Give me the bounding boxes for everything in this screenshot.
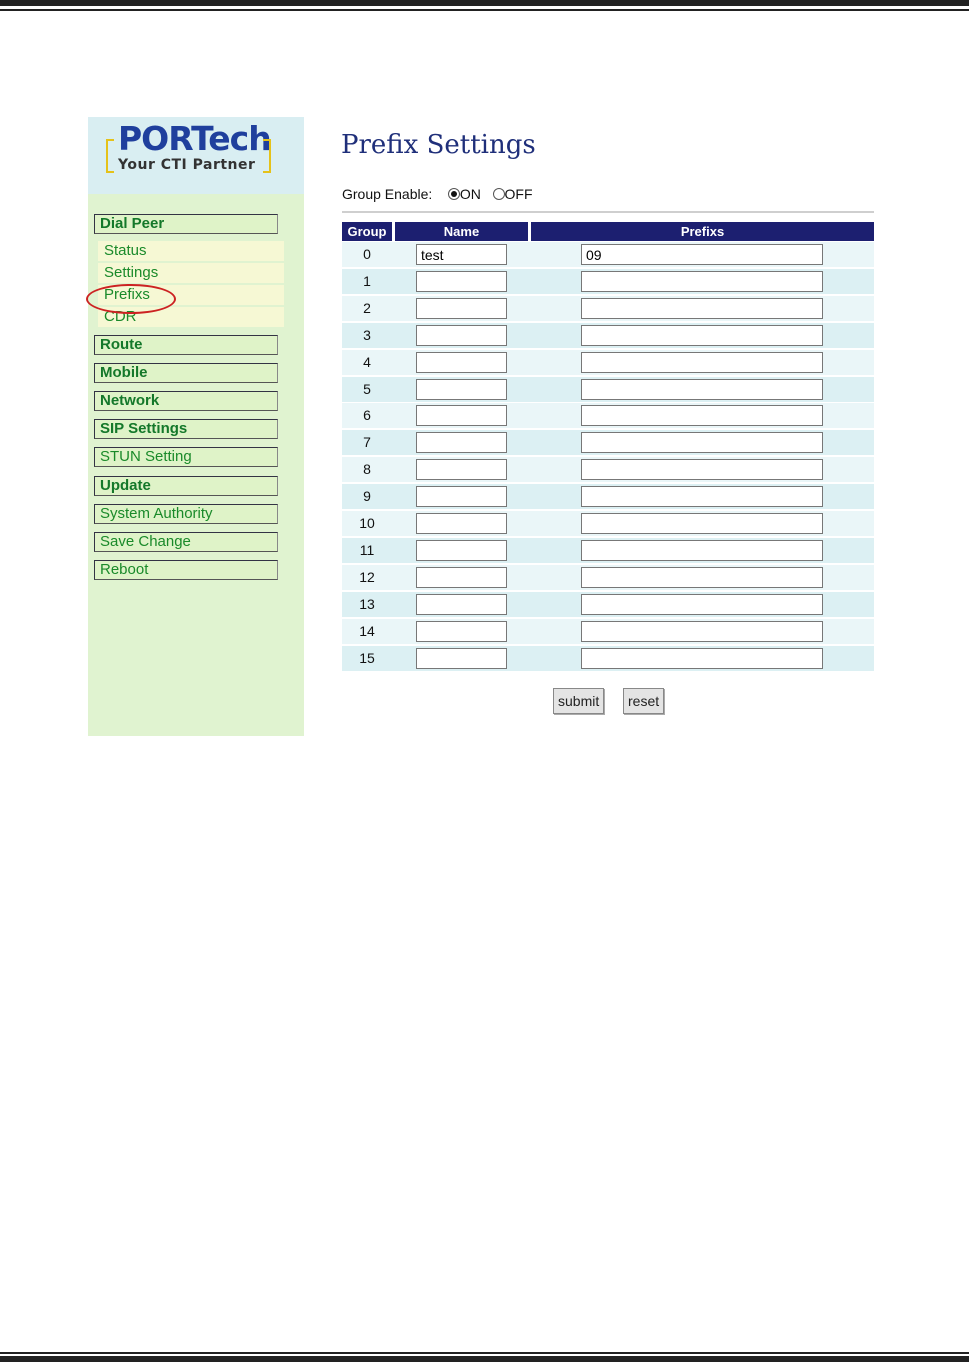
group-enable-label: Group Enable: (342, 186, 433, 202)
group-number: 11 (359, 541, 375, 558)
group-enable (342, 186, 533, 202)
bottom-rule-thin (0, 1352, 969, 1354)
table-row (342, 646, 874, 671)
radio-on[interactable] (448, 188, 460, 200)
name-input[interactable] (416, 271, 507, 292)
menu-save-change[interactable]: Save Change (94, 532, 278, 552)
prefix-input[interactable] (581, 540, 823, 561)
header-group: Group (342, 222, 392, 241)
name-input[interactable] (416, 513, 507, 534)
name-input[interactable] (416, 648, 507, 669)
name-input[interactable] (416, 594, 507, 615)
page-title: Prefix Settings (341, 130, 536, 160)
prefix-input[interactable] (581, 352, 823, 373)
name-input[interactable] (416, 325, 507, 346)
name-input[interactable] (416, 540, 507, 561)
header-prefixs: Prefixs (531, 222, 874, 241)
radio-off[interactable] (493, 188, 505, 200)
menu-reboot[interactable]: Reboot (94, 560, 278, 580)
radio-on-label: ON (459, 186, 481, 202)
menu-dial-peer[interactable]: Dial Peer (94, 214, 278, 234)
logo-brand: PORTech (118, 119, 271, 158)
group-number: 1 (363, 272, 371, 289)
menu-mobile[interactable]: Mobile (94, 363, 278, 383)
sub-item-status[interactable]: Status (98, 241, 284, 261)
prefix-input[interactable] (581, 594, 823, 615)
name-input[interactable] (416, 379, 507, 400)
group-number: 15 (359, 649, 375, 666)
divider (342, 211, 874, 213)
table-row (342, 538, 874, 563)
menu-stun-setting[interactable]: STUN Setting (94, 447, 278, 467)
prefix-input[interactable] (581, 513, 823, 534)
menu-route[interactable]: Route (94, 335, 278, 355)
prefix-input[interactable] (581, 405, 823, 426)
prefix-input[interactable] (581, 459, 823, 480)
bottom-rule (0, 1356, 969, 1362)
group-number: 12 (359, 568, 375, 585)
prefix-input[interactable] (581, 244, 823, 265)
group-number: 9 (363, 488, 371, 505)
table-row (342, 323, 874, 348)
name-input[interactable] (416, 486, 507, 507)
table-header (342, 222, 874, 241)
top-rule (0, 0, 969, 6)
sub-item-settings[interactable]: Settings (98, 263, 284, 283)
header-name: Name (395, 222, 528, 241)
submit-button[interactable]: submit (553, 688, 604, 714)
table-row (342, 269, 874, 294)
name-input[interactable] (416, 567, 507, 588)
sidebar (88, 117, 304, 736)
table-row (342, 403, 874, 428)
logo-tagline: Your CTI Partner (118, 157, 256, 173)
table-row (342, 511, 874, 536)
prefix-input[interactable] (581, 567, 823, 588)
group-number: 8 (363, 461, 371, 478)
group-number: 5 (363, 380, 371, 397)
name-input[interactable] (416, 405, 507, 426)
group-number: 14 (359, 622, 375, 639)
table-row (342, 242, 874, 267)
menu-sip-settings[interactable]: SIP Settings (94, 419, 278, 439)
name-input[interactable] (416, 621, 507, 642)
name-input[interactable] (416, 298, 507, 319)
table-row (342, 377, 874, 402)
group-number: 6 (363, 407, 371, 424)
table-row (342, 350, 874, 375)
name-input[interactable] (416, 352, 507, 373)
prefix-input[interactable] (581, 298, 823, 319)
name-input[interactable] (416, 459, 507, 480)
group-number: 3 (363, 326, 371, 343)
table-row (342, 457, 874, 482)
prefix-input[interactable] (581, 486, 823, 507)
top-rule-thin (0, 9, 969, 11)
prefix-input[interactable] (581, 648, 823, 669)
table-row (342, 619, 874, 644)
prefix-input[interactable] (581, 325, 823, 346)
sub-item-cdr[interactable]: CDR (98, 307, 284, 327)
name-input[interactable] (416, 244, 507, 265)
reset-button[interactable]: reset (623, 688, 664, 714)
radio-off-label: OFF (504, 186, 533, 202)
prefix-input[interactable] (581, 432, 823, 453)
group-number: 7 (363, 434, 371, 451)
logo-bracket-right (263, 139, 271, 173)
table-row (342, 484, 874, 509)
logo (88, 117, 304, 194)
table-row (342, 592, 874, 617)
logo-bracket-left (106, 139, 114, 173)
table-row (342, 430, 874, 455)
group-number: 0 (363, 246, 371, 262)
table-row (342, 565, 874, 590)
prefix-input[interactable] (581, 271, 823, 292)
sub-item-prefixs[interactable]: Prefixs (98, 285, 284, 305)
group-number: 13 (359, 595, 375, 612)
table-row (342, 296, 874, 321)
group-number: 10 (359, 515, 375, 531)
menu-network[interactable]: Network (94, 391, 278, 411)
group-number: 2 (363, 299, 371, 316)
name-input[interactable] (416, 432, 507, 453)
prefix-input[interactable] (581, 621, 823, 642)
menu-update[interactable]: Update (94, 476, 278, 496)
group-number: 4 (363, 353, 371, 370)
prefix-input[interactable] (581, 379, 823, 400)
menu-system-authority[interactable]: System Authority (94, 504, 278, 524)
highlight-circle (86, 284, 176, 314)
